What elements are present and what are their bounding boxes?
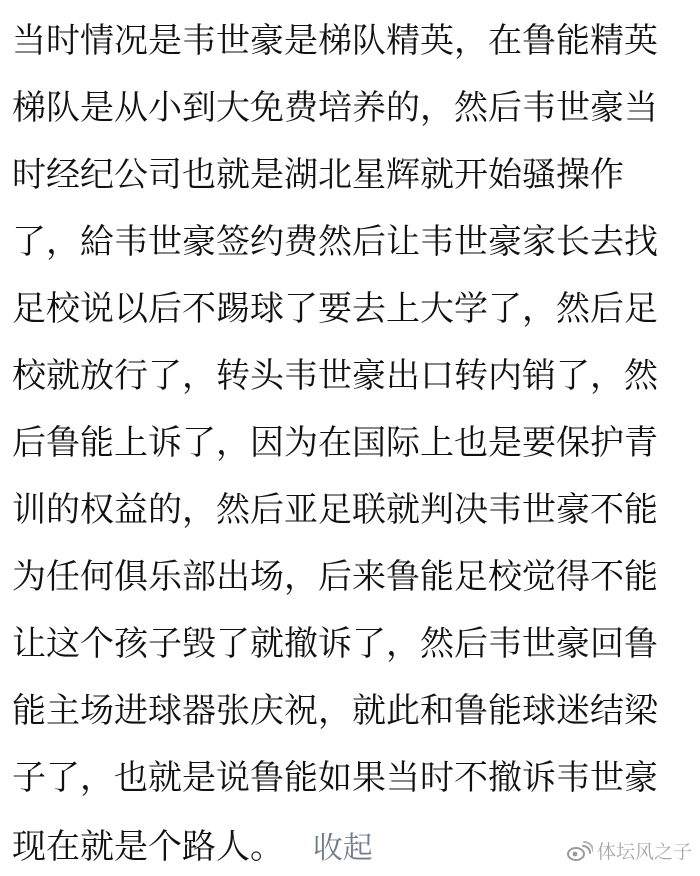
collapse-link[interactable]: 收起	[312, 831, 373, 866]
text-line-1: 当时情况是韦世豪是梯队精英，在鲁能精英	[12, 21, 658, 61]
text-line-3: 时经纪公司也就是湖北星辉就开始骚操作	[12, 155, 624, 195]
text-line-8: 训的权益的，然后亚足联就判决韦世豪不能	[12, 490, 658, 530]
text-line-10: 让这个孩子毁了就撤诉了，然后韦世豪回鲁	[12, 624, 658, 664]
text-line-13: 现在就是个路人。	[12, 827, 284, 867]
text-line-7: 后鲁能上诉了，因为在国际上也是要保护青	[12, 423, 658, 463]
weibo-watermark	[565, 836, 692, 868]
text-line-5: 足校说以后不踢球了要去上大学了，然后足	[12, 289, 658, 329]
text-line-6: 校就放行了，转头韦世豪出口转内销了，然	[12, 356, 658, 396]
text-line-4: 了，給韦世豪签约费然后让韦世豪家长去找	[12, 222, 658, 262]
text-line-9: 为任何俱乐部出场，后来鲁能足校觉得不能	[12, 557, 658, 597]
weibo-icon	[565, 840, 593, 864]
text-line-12: 子了，也就是说鲁能如果当时不撤诉韦世豪	[12, 758, 658, 798]
watermark-text: 体坛风之子	[596, 841, 692, 863]
text-line-11: 能主场进球器张庆祝，就此和鲁能球迷结梁	[12, 691, 658, 731]
text-line-2: 梯队是从小到大免费培养的，然后韦世豪当	[12, 88, 658, 128]
